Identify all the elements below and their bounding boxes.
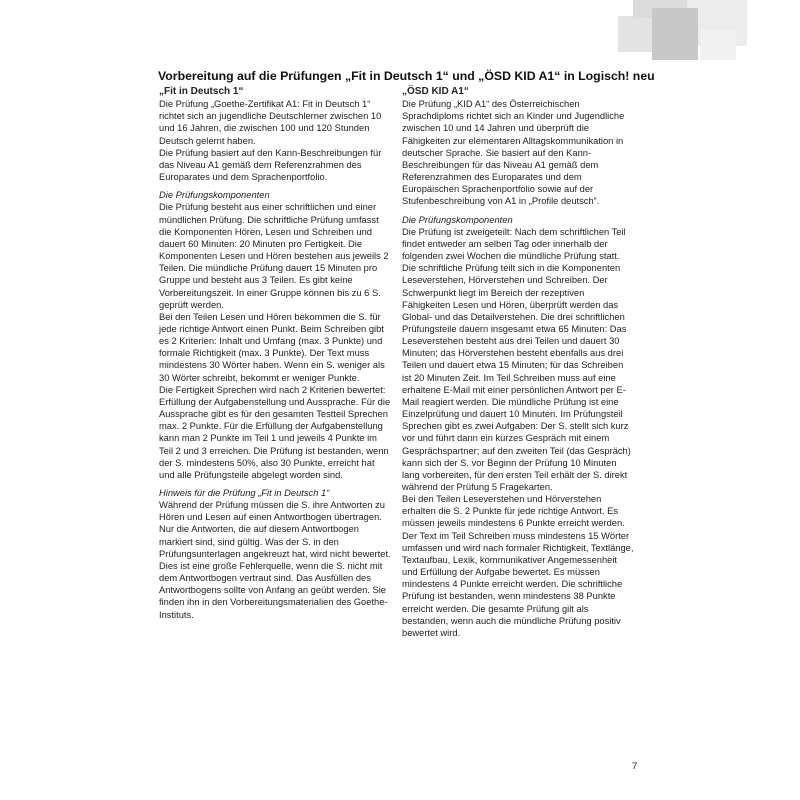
fit-intro: Die Prüfung „Goethe-Zertifikat A1: Fit in Deutsch 1“ richtet sich an jugendliche Deutschlerner zwischen 10 und 16 Jahren, die zwischen 100 und 120 Stunden Deutsch gelernt haben. (159, 99, 382, 146)
fit-bewertung-text: Bei den Teilen Lesen und Hören bekommen die S. für jede richtige Antwort einen Punkt. Beim Schreiben gibt es 2 Kriterien: Inhalt und Umfang (max. 3 Punkte) und formale Richtigkeit (max. 3 Punkte). Der Text muss mindestens 30 Wörter haben. Wenn ein S. weniger als 30 Wörter schreibt, bekommt er weniger Punkte. (159, 311, 385, 383)
osd-intro: Die Prüfung „KID A1“ des Österreichischen Sprachdiploms richtet sich an Kinder und Jugendliche zwischen 10 und 14 Jahren und überprüft die Fähigkeiten zur elementaren Alltagskommunikation in deutscher Sprache. Sie basiert auf den Kann-Beschreibungen für das Niveau A1 gemäß dem Referenzrahmen des Europarates und dem Europäischen Sprachenportfolio sowie auf der Stufenbeschreibung von A1 in „Profile deutsch“. (402, 99, 625, 207)
page-title: Vorbereitung auf die Prüfungen „Fit in Deutsch 1“ und „ÖSD KID A1“ in Logisch! neu (158, 69, 655, 83)
fit-hinweis-text: Während der Prüfung müssen die S. ihre Antworten zu Hören und Lesen auf einen Antwortbogen übertragen. Nur die Antworten, die auf diesem Antwortbogen markiert sind, sind gültig. Was der S. in den Prüfungsunterlagen angekreuzt hat, wird nicht bewertet. Dies ist eine große Fehlerquelle, wenn die S. nicht mit dem Antwortbogen vertraut sind. Das Ausfüllen des Antwortbogens sollte von Anfang an geübt werden. Sie finden ihn in den Vorbereitungsmaterialien des Goethe-Instituts. (159, 500, 391, 620)
decorative-square (652, 8, 698, 60)
fit-hinweis-heading: Hinweis für die Prüfung „Fit in Deutsch 1“ (159, 488, 330, 498)
page-number: 7 (632, 761, 638, 772)
osd-komp-text: Die Prüfung ist zweigeteilt: Nach dem schriftlichen Teil findet entweder am selben Tag oder innerhalb der folgenden zwei Wochen die mündliche Prüfung statt. Die schriftliche Prüfung teilt sich in die Komponenten Leseverstehen, Hörverstehen und Schreiben. Der Schwerpunkt liegt im Bereich der rezeptiven Fähigkeiten Lesen und Hören, überprüft werden das Global- und das Detailverstehen. Die drei schriftlichen Prüfungsteile dauern insgesamt etwa 65 Minuten: Das Leseverstehen besteht aus drei Teilen und dauert 30 Minuten; das Hörverstehen besteht ebenfalls aus drei Teilen und dauert etwa 15 Minuten; für das Schreiben ist 20 Minuten Zeit. Im Teil Schreiben muss auf eine erhaltene E-Mail mit einer persönlichen Antwort per E-Mail reagiert werden. Die mündliche Prüfung ist eine Einzelprüfung und dauert 10 Minuten. Im Prüfungsteil Sprechen gibt es zwei Aufgaben: Der S. stellt sich kurz vor und führt dann ein kurzes Gespräch mit einem Gesprächspartner; auf den zweiten Teil (das Gespräch) kann sich der S. vor Beginn der Prüfung 10 Minuten lang vorbereiten, für den ersten Teil erhält der S. direkt während der Prüfung 5 Fragekarten. (402, 226, 631, 492)
fit-basis: Die Prüfung basiert auf den Kann-Beschreibungen für das Niveau A1 gemäß dem Referenzrahmen des Europarates und dem Sprachenportfolio. (159, 147, 382, 183)
fit-komp-text: Die Prüfung besteht aus einer schriftlichen und einer mündlichen Prüfung. Die schriftliche Prüfung umfasst die Komponenten Hören, Lesen und Schreiben und dauert 60 Minuten: 20 Minuten pro Fertigkeit. Die Komponenten Lesen und Hören bestehen aus jeweils 2 Teilen. Die mündliche Prüfung dauert 15 Minuten pro Gruppe und besteht aus 3 Teilen. Es gibt keine Vorbereitungszeit. In einer Gruppe können bis zu 6 S. geprüft werden. (159, 202, 389, 310)
fit-heading: „Fit in Deutsch 1“ (159, 86, 244, 97)
osd-komp-heading: Die Prüfungskomponenten (402, 214, 513, 225)
osd-bewertung-text: Bei den Teilen Leseverstehen und Hörverstehen erhalten die S. 2 Punkte für jede richtige Antwort. Es müssen jeweils mindestens 6 Punkte erreicht werden. Der Text im Teil Schreiben muss mindestens 15 Wörter umfassen und wird nach formaler Richtigkeit, Textlänge, Textaufbau, Lexik, kommunikativer Angemessenheit und Erfüllung der Aufgabe bewertet. Es müssen mindestens 4 Punkte erreicht werden. Die schriftliche Prüfung ist bestanden, wenn mindestens 38 Punkte erreicht werden. Die gesamte Prüfung gilt als bestanden, wenn auch die mündliche Prüfung positiv bewertet wird. (402, 494, 634, 638)
osd-heading: „ÖSD KID A1“ (402, 86, 469, 97)
left-column (159, 86, 391, 621)
decorative-square (700, 30, 736, 60)
right-column (402, 86, 634, 639)
fit-sprechen-text: Die Fertigkeit Sprechen wird nach 2 Kriterien bewertet: Erfüllung der Aufgabenstellung und Aussprache. Für die Aussprache gibt es für den gesamten Testteil Sprechen max. 2 Punkte. Für die Erfüllung der Aufgabenstellung kann man 2 Punkte im Teil 1 und jeweils 4 Punkte im Teil 2 und 3 erreichen. Die Prüfung ist bestanden, wenn der S. mindestens 50%, also 30 Punkte, erreicht hat und alle Prüfungsteile abgelegt worden sind. (159, 384, 391, 480)
fit-komp-heading: Die Prüfungskomponenten (159, 190, 270, 201)
